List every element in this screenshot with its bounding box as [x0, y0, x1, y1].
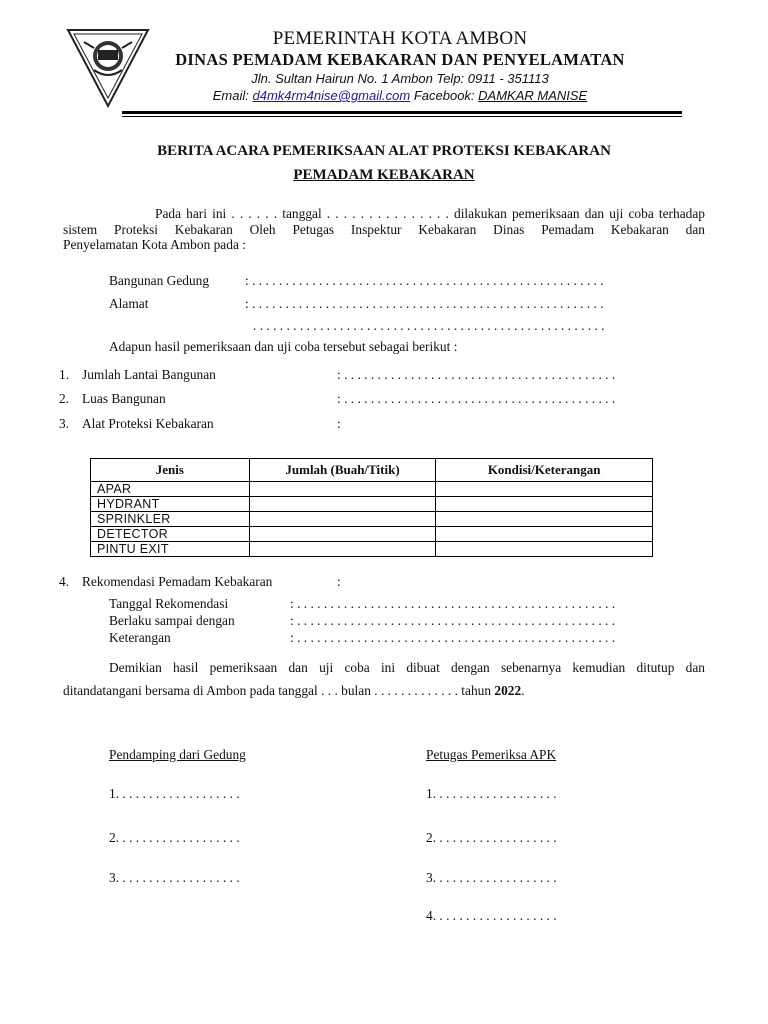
item-label: Luas Bangunan [82, 391, 166, 406]
column-header: Kondisi/Keterangan [436, 459, 653, 482]
table-row [91, 482, 653, 497]
item-number: 3. [59, 416, 70, 431]
email-link[interactable]: d4mk4rm4nise@gmail.com [252, 88, 411, 103]
table-row [91, 512, 653, 527]
condition-cell[interactable] [436, 512, 653, 527]
table-row [91, 542, 653, 557]
quantity-cell[interactable] [249, 497, 436, 512]
signature-line: 1. . . . . . . . . . . . . . . . . . . [109, 786, 240, 801]
signature-line: 2. . . . . . . . . . . . . . . . . . . [109, 830, 240, 845]
equipment-type: APAR [91, 482, 250, 497]
building-name-field: : . . . . . . . . . . . . . . . . . . . . . . . . . . . . . . . . . . . . . . . . . . . . . . . . . . . . . [245, 273, 604, 288]
signature-line: 4. . . . . . . . . . . . . . . . . . . [426, 908, 557, 923]
building-companion-title: Pendamping dari Gedung [109, 747, 246, 762]
item-label: Alat Proteksi Kebakaran [82, 416, 214, 431]
closing-period: . [521, 683, 525, 698]
column-header: Jumlah (Buah/Titik) [249, 459, 436, 482]
results-intro: Adapun hasil pemeriksaan dan uji coba tersebut sebagai berikut : [109, 339, 458, 354]
signature-line: 3. . . . . . . . . . . . . . . . . . . [426, 870, 557, 885]
valid-until-field: : . . . . . . . . . . . . . . . . . . . . . . . . . . . . . . . . . . . . . . . . . . . . . . . . [290, 613, 616, 628]
intro-line-2: sistem Proteksi Kebakaran Oleh Petugas Inspektur Kebakaran Dinas Pemadam Kebakaran dan [63, 222, 705, 237]
header-department: DINAS PEMADAM KEBAKARAN DAN PENYELAMATAN [175, 50, 625, 69]
quantity-cell[interactable] [249, 527, 436, 542]
item-number: 4. [59, 574, 70, 589]
column-header: Jenis [91, 459, 250, 482]
closing-line-1: Demikian hasil pemeriksaan dan uji coba ini dibuat dengan sebenarnya kemudian ditutup dan [109, 660, 705, 675]
item-number: 2. [59, 391, 70, 406]
item-value-field: : . . . . . . . . . . . . . . . . . . . . . . . . . . . . . . . . . . . . . . . . . [337, 391, 616, 406]
facebook-link[interactable]: DAMKAR MANISE [478, 88, 588, 103]
condition-cell[interactable] [436, 542, 653, 557]
table-row [91, 527, 653, 542]
closing-year: 2022 [494, 683, 522, 698]
closing-text: ditandatangani bersama di Ambon pada tanggal . . . bulan . . . . . . . . . . . . . tahun [63, 683, 492, 698]
equipment-type: PINTU EXIT [91, 542, 250, 557]
quantity-cell[interactable] [249, 512, 436, 527]
equipment-type: HYDRANT [91, 497, 250, 512]
building-name-label: Bangunan Gedung [109, 273, 210, 288]
header-address: Jln. Sultan Hairun No. 1 Ambon Telp: 0911 - 351113 [251, 71, 549, 86]
table-row [91, 497, 653, 512]
building-address-field: : . . . . . . . . . . . . . . . . . . . . . . . . . . . . . . . . . . . . . . . . . . . . . . . . . . . . . [245, 296, 604, 311]
equipment-type: DETECTOR [91, 527, 250, 542]
document-subtitle: PEMADAM KEBAKARAN [293, 167, 475, 183]
facebook-label: Facebook: [413, 88, 475, 103]
intro-line-1: Pada hari ini . . . . . . tanggal . . . . . . . . . . . . . . . dilakukan pemeriksaan dan uji coba terhadap [155, 206, 705, 221]
signature-line: 1. . . . . . . . . . . . . . . . . . . [426, 786, 557, 801]
valid-until-label: Berlaku sampai dengan [109, 613, 235, 628]
signature-line: 3. . . . . . . . . . . . . . . . . . . [109, 870, 240, 885]
shield-emblem-icon [64, 20, 152, 110]
building-address-field-2: . . . . . . . . . . . . . . . . . . . . . . . . . . . . . . . . . . . . . . . . . . . . . . . . . . . . . [253, 318, 605, 333]
equipment-type: SPRINKLER [91, 512, 250, 527]
item-value-field: : [337, 416, 341, 431]
building-address-label: Alamat [109, 296, 149, 311]
protection-equipment-table [90, 458, 653, 557]
item-value-field: : . . . . . . . . . . . . . . . . . . . . . . . . . . . . . . . . . . . . . . . . . [337, 367, 616, 382]
item-number: 1. [59, 367, 70, 382]
condition-cell[interactable] [436, 482, 653, 497]
item-label: Jumlah Lantai Bangunan [82, 367, 216, 382]
quantity-cell[interactable] [249, 482, 436, 497]
table-header-row [91, 459, 653, 482]
intro-line-3: Penyelamatan Kota Ambon pada : [63, 237, 246, 252]
header-contact [150, 88, 650, 103]
notes-field: : . . . . . . . . . . . . . . . . . . . . . . . . . . . . . . . . . . . . . . . . . . . . . . . . [290, 630, 616, 645]
condition-cell[interactable] [436, 497, 653, 512]
email-label: Email: [212, 88, 249, 103]
recommendation-colon: : [337, 574, 341, 589]
condition-cell[interactable] [436, 527, 653, 542]
signature-line: 2. . . . . . . . . . . . . . . . . . . [426, 830, 557, 845]
document-title: BERITA ACARA PEMERIKSAAN ALAT PROTEKSI KEBAKARAN [157, 143, 611, 159]
header-rule-thick [122, 111, 682, 114]
recommendation-label: Rekomendasi Pemadam Kebakaran [82, 574, 273, 589]
closing-line-2 [63, 683, 525, 699]
header-rule-thin [122, 116, 682, 117]
inspector-title: Petugas Pemeriksa APK [426, 747, 557, 762]
quantity-cell[interactable] [249, 542, 436, 557]
header-government: PEMERINTAH KOTA AMBON [272, 28, 528, 49]
recommendation-date-field: : . . . . . . . . . . . . . . . . . . . . . . . . . . . . . . . . . . . . . . . . . . . . . . . . [290, 596, 616, 611]
recommendation-date-label: Tanggal Rekomendasi [109, 596, 229, 611]
notes-label: Keterangan [109, 630, 171, 645]
